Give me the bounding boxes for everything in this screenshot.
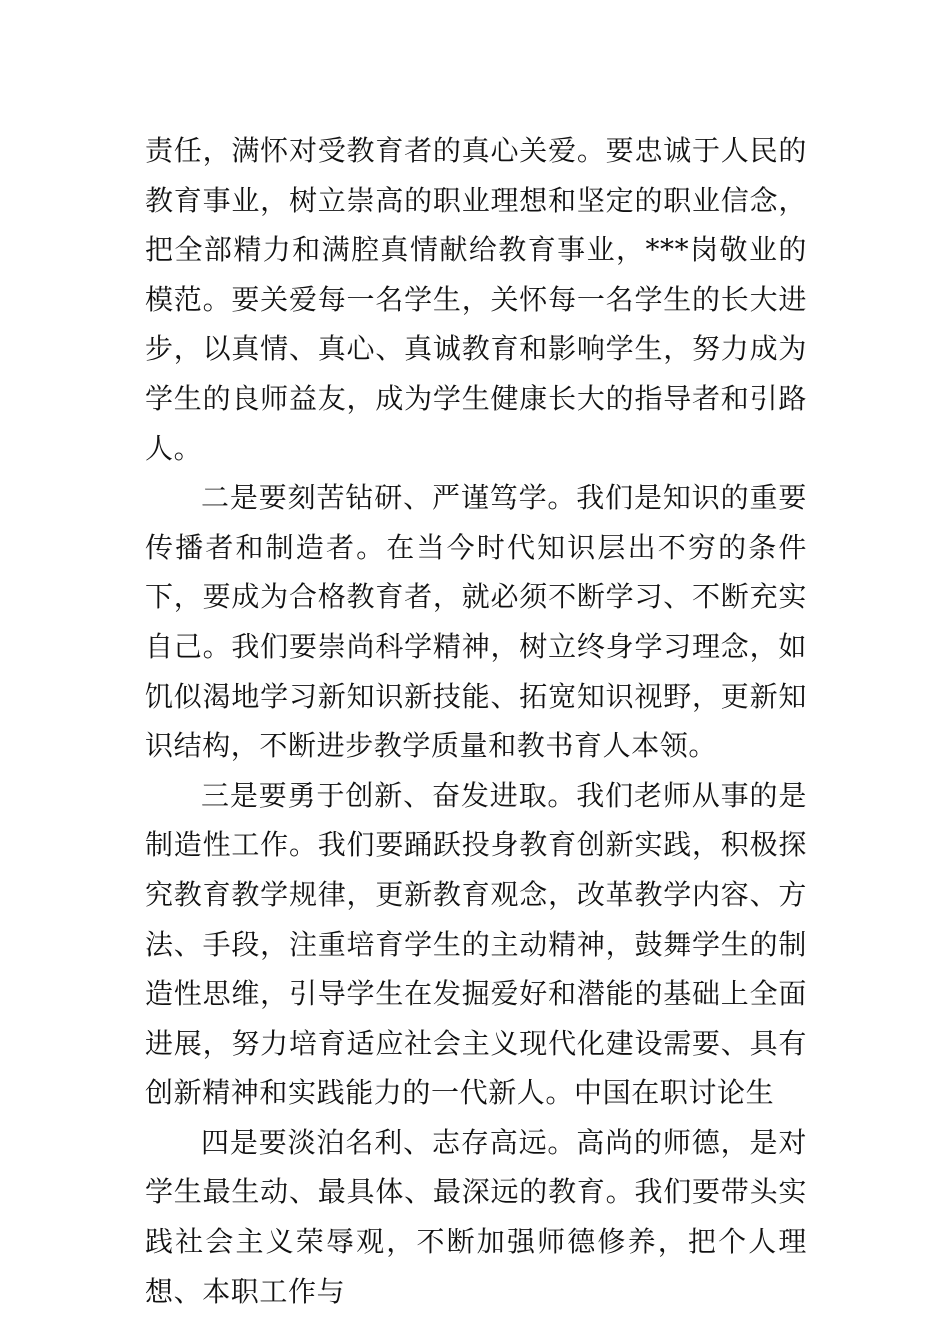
- paragraph-2: 二是要刻苦钻研、严谨笃学。我们是知识的重要传播者和制造者。在当今时代知识层出不穷的条件下，要成为合格教育者，就必须不断学习、不断充实自己。我们要崇尚科学精神，树立终身学习理念，如饥似渴地学习新知识新技能、拓宽知识视野，更新知识结构，不断进步教学质量和教书育人本领。: [145, 481, 807, 763]
- paragraph-3: 三是要勇于创新、奋发进取。我们老师从事的是制造性工作。我们要踊跃投身教育创新实践，积极探究教育教学规律，更新教育观念，改革教学内容、方法、手段，注重培育学生的主动精神，鼓舞学生的制造性思维，引导学生在发掘爱好和潜能的基础上全面进展，努力培育适应社会主义现代化建设需要、具有创新精神和实践能力的一代新人。中国在职讨论生: [145, 778, 807, 1110]
- paragraph-1: 责任，满怀对受教育者的真心关爱。要忠诚于人民的教育事业，树立崇高的职业理想和坚定的职业信念，把全部精力和满腔真情献给教育事业，***岗敬业的模范。要关爱每一名学生，关怀每一名学生的长大进步，以真情、真心、真诚教育和影响学生，努力成为学生的良师益友，成为学生健康长大的指导者和引路人。: [145, 134, 807, 465]
- paragraph-4: 四是要淡泊名利、志存高远。高尚的师德，是对学生最生动、最具体、最深远的教育。我们要带头实践社会主义荣辱观，不断加强师德修养，把个人理想、本职工作与: [145, 1125, 807, 1308]
- document-body: [145, 126, 807, 1316]
